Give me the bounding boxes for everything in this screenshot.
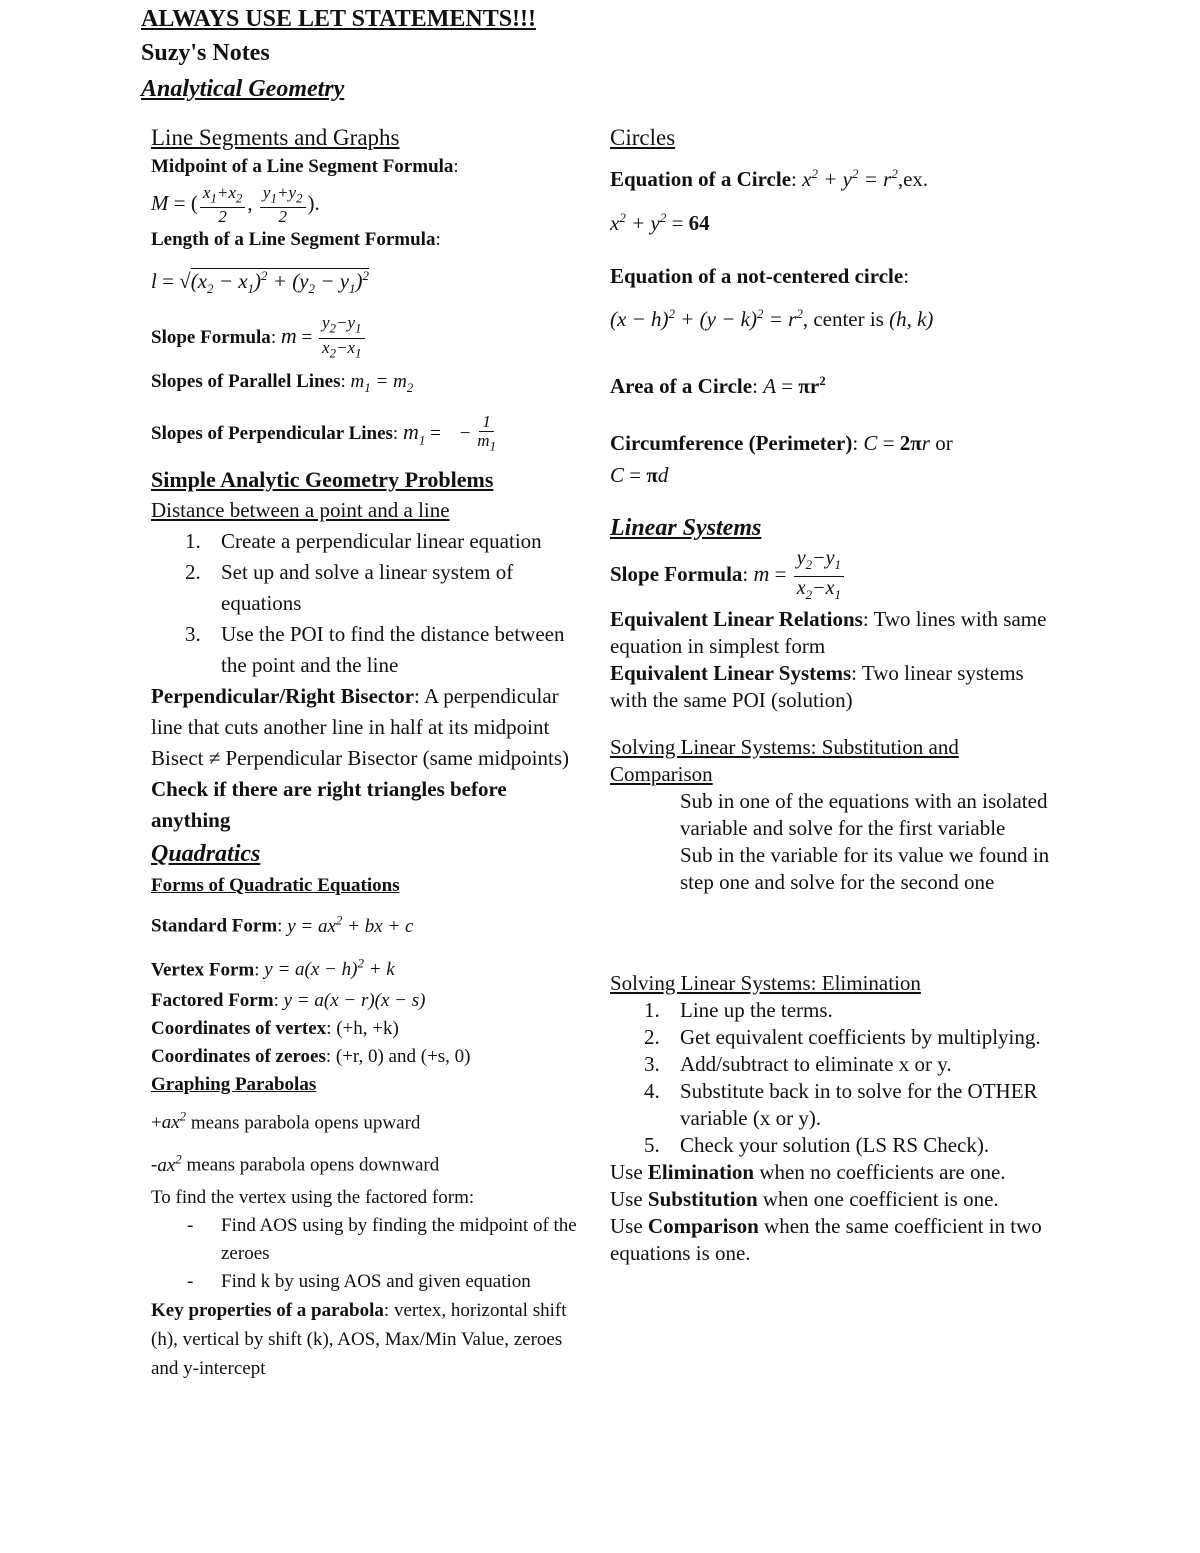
section-heading: Analytical Geometry (141, 76, 345, 102)
opens-down-row: $-ax^2$ means parabola opens downward (151, 1151, 440, 1176)
list-item: 4. Substitute back in to solve for the OTHER variable (x or y). (644, 1078, 1038, 1130)
banner: ALWAYS USE LET STATEMENTS!!! (141, 6, 537, 32)
left-column (151, 122, 591, 1383)
opens-up-row: $+ax^2$ means parabola opens upward (151, 1108, 421, 1134)
circles-heading: Circles (610, 125, 676, 150)
list-item: 2. Get equivalent coefficients by multiplying. (644, 1024, 1041, 1049)
list-item: - Find AOS using by finding the midpoint of the zeroes (187, 1214, 577, 1264)
linear-slope-row: Slope Formula: m = $\frac{y_2-y_1}{x_2-x_1}$ (610, 546, 1060, 606)
standard-form-row: Standard Form: $y = ax^2$ + bx + c (151, 912, 414, 937)
circumference-alt: C = πd (610, 463, 669, 487)
bisect-note: Bisect ≠ Perpendicular Bisector (same midpoints) (151, 746, 570, 771)
simple-heading: Simple Analytic Geometry Problems (151, 467, 494, 493)
right-column (610, 122, 1060, 1267)
list-item: 1. Line up the terms. (644, 997, 833, 1022)
not-centered-formula: $(x - h)^2 + (y - k)^2 = r^2$, center is (h, k) (610, 306, 934, 331)
area-row: Area of a Circle: $A = \pi r^2$ (610, 373, 826, 398)
graphing-heading: Graphing Parabolas (151, 1073, 317, 1095)
linear-systems-heading: Linear Systems (610, 515, 762, 541)
circumference-row: Circumference (Perimeter): C = 2πr or (610, 431, 953, 455)
list-item: 1. Create a perpendicular linear equation (185, 529, 542, 554)
circle-example: $x^2 + y^2 = 64$ (610, 210, 710, 235)
elimination-steps (610, 997, 1060, 1159)
distance-steps (151, 526, 591, 681)
length-formula: $l = √(x_2 - x_1)^2 + (y_2 - y_1)^2$ (151, 268, 370, 297)
coord-vertex-row: Coordinates of vertex: (+h, +k) (151, 1017, 399, 1039)
not-centered-row: Equation of a not-centered circle: (610, 264, 910, 288)
quadratics-heading: Quadratics (151, 841, 261, 868)
list-item: 3. Add/subtract to eliminate x or y. (644, 1051, 952, 1076)
line-segments-heading: Line Segments and Graphs (151, 125, 400, 150)
length-row: Length of a Line Segment Formula: (151, 229, 441, 251)
distance-subheading: Distance between a point and a line (151, 498, 450, 523)
use-substitution: Use Substitution when one coefficient is one. (610, 1186, 999, 1211)
midpoint-row: Midpoint of a Line Segment Formula: (151, 156, 459, 177)
right-triangles-note: Check if there are right triangles before anything (151, 777, 507, 833)
slope-row: Slope Formula: m = $\frac{y_2-y_1}{x_2-x_1}$ (151, 312, 591, 363)
parallel-row: Slopes of Parallel Lines: $m_1 = m_2$ (151, 371, 414, 395)
list-item: 5. Check your solution (LS RS Check). (644, 1132, 990, 1157)
list-item: 3. Use the POI to find the distance between the point and the line (185, 622, 565, 678)
key-properties: Key properties of a parabola: vertex, horizontal shift (h), vertical by shift (k), AOS, Max/Min Value, zeroes and y-intercept (151, 1299, 567, 1379)
use-elimination: Use Elimination when no coefficients are one. (610, 1159, 1006, 1184)
substitution-heading: Solving Linear Systems: Substitution and Comparison (610, 734, 959, 786)
circle-equation-row: Equation of a Circle: $x^2 + y^2 = r^2,ex$. (610, 166, 929, 191)
substitution-step: Sub in one of the equations with an isolated variable and solve for the first variable (680, 788, 1048, 840)
vertex-steps (151, 1212, 591, 1296)
equiv-relations: Equivalent Linear Relations: Two lines with same equation in simplest form (610, 606, 1047, 658)
vertex-form-row: Vertex Form: $y = a(x - h)^2 + k$ (151, 955, 395, 980)
list-item: 2. Set up and solve a linear system of equations (185, 560, 514, 616)
notes-title: Suzy's Notes (141, 40, 270, 66)
coord-zeroes-row: Coordinates of zeroes: (+r, 0) and (+s, 0) (151, 1045, 471, 1067)
midpoint-formula: M = ( $\frac{x_1+x_2}{2}$ , $\frac{y_1+y_2}{2}$ ). (151, 183, 320, 227)
factored-form-row: Factored Form: y = a(x − r)(x − s) (151, 989, 426, 1011)
use-comparison: Use Comparison when the same coefficient in two equations is one. (610, 1213, 1042, 1265)
list-item: - Find k by using AOS and given equation (187, 1270, 531, 1292)
substitution-step: Sub in the variable for its value we found in step one and solve for the second one (680, 842, 1050, 894)
equiv-systems: Equivalent Linear Systems: Two linear systems with the same POI (solution) (610, 660, 1024, 712)
elimination-heading: Solving Linear Systems: Elimination (610, 970, 921, 995)
perpendicular-row: Slopes of Perpendicular Lines: $m_1$ = − $\frac{1}{m_1}$ (151, 412, 497, 454)
forms-heading: Forms of Quadratic Equations (151, 875, 400, 897)
bisector-def: Perpendicular/Right Bisector: A perpendicular line that cuts another line in half at its midpoint (151, 684, 559, 740)
vertex-factored-text: To find the vertex using the factored form: (151, 1186, 475, 1208)
